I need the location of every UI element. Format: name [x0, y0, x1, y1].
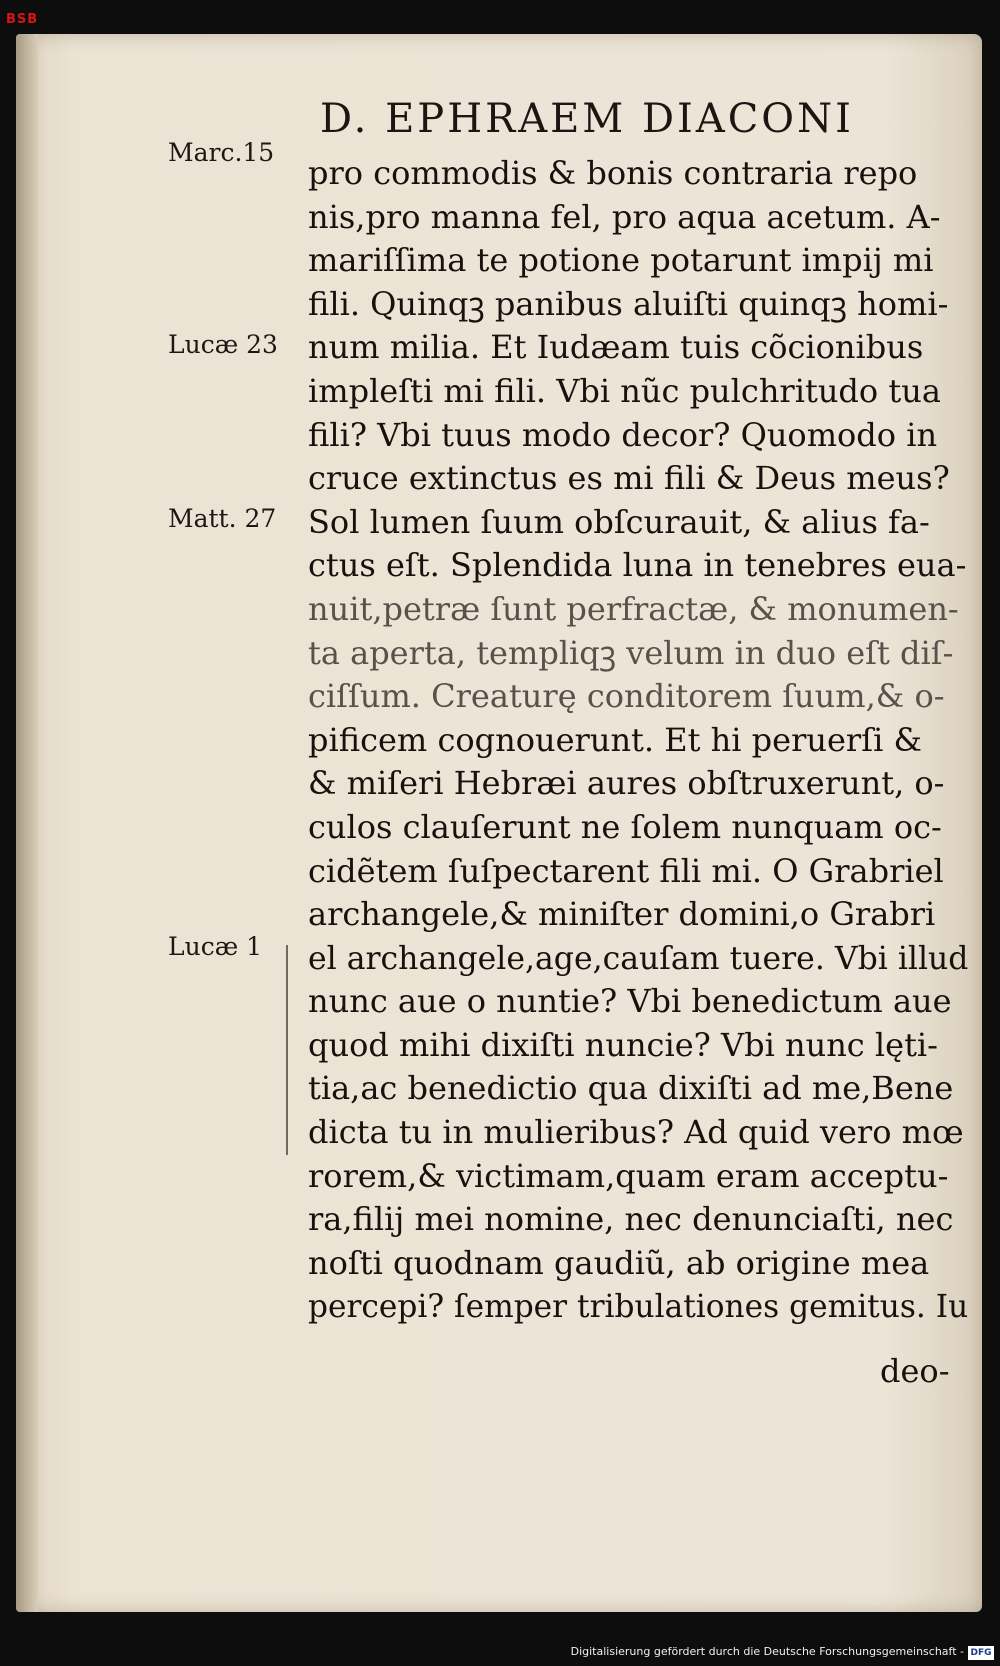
text-line: archangele,& miniſter domini,o Grabri	[308, 895, 936, 934]
text-line: cruce extinctus es mi fili & Deus meus?	[308, 459, 950, 498]
text-line: nis,pro manna fel, pro aqua acetum. A-	[308, 197, 941, 236]
text-line: noſti quodnam gaudiũ, ab origine mea	[308, 1243, 930, 1282]
text-line: quod mihi dixiſti nuncie? Vbi nunc lęti-	[308, 1025, 938, 1064]
text-line: Sol lumen ſuum obſcurauit, & alius fa-	[308, 502, 930, 541]
text-line: mariſſima te potione potarunt impij mi	[308, 241, 934, 280]
marginal-note: Marc.15	[168, 138, 275, 167]
text-line: & miſeri Hebræi aures obſtruxerunt, o-	[308, 764, 945, 803]
text-line: impleſti mi fili. Vbi nũc pulchritudo tua	[308, 371, 941, 410]
text-line: ra,filij mei nomine, nec denunciaſti, nec	[308, 1200, 954, 1239]
text-line: pro commodis & bonis contraria repo	[308, 154, 918, 192]
footer-credit: Digitalisierung gefördert durch die Deutsche Forschungsgemeinschaft -	[570, 1645, 964, 1658]
text-line: percepi? ſemper tribulationes gemitus. Iu	[308, 1287, 969, 1326]
text-line: pificem cognouerunt. Et hi peruerſi &	[308, 720, 922, 759]
text-line: culos clauſerunt ne ſolem nunquam oc-	[308, 807, 942, 846]
text-line: ta aperta, templiqꝫ velum in duo eſt diſ-	[308, 633, 954, 672]
text-line: rorem,& victimam,quam eram acceptu-	[308, 1156, 949, 1195]
text-line: el archangele,age,cauſam tuere. Vbi illud	[308, 938, 969, 977]
text-line: ctus eſt. Splendida luna in tenebres eua-	[308, 546, 967, 585]
text-line: fili. Quinqꝫ panibus aluiſti quinqꝫ homi-	[308, 284, 949, 323]
text-line: tia,ac benedictio qua dixiſti ad me,Bene	[308, 1069, 954, 1108]
footer-bar	[0, 1636, 1000, 1666]
marginal-note: Lucæ 23	[168, 330, 278, 359]
text-line: ciſſum. Creaturę conditorem ſuum,& o-	[308, 677, 945, 716]
text-line: num milia. Et Iudæam tuis cõcionibus	[308, 328, 924, 367]
text-line: dicta tu in mulieribus? Ad quid vero mœ	[308, 1113, 964, 1152]
marginal-note: Matt. 27	[168, 504, 277, 533]
text-line: fili? Vbi tuus modo decor? Quomodo in	[308, 415, 938, 454]
margin-bracket-line	[286, 945, 288, 1155]
page-edge	[16, 34, 38, 1612]
library-mark: BSB	[6, 12, 39, 27]
running-head: D. EPHRAEM DIACONI	[320, 96, 854, 142]
catchword: deo-	[880, 1352, 950, 1390]
text-line: cidẽtem ſuſpectarent fili mi. O Grabriel	[308, 851, 944, 890]
marginal-note: Lucæ 1	[168, 932, 263, 961]
body-text	[308, 152, 968, 1329]
dfg-logo: DFG	[968, 1646, 994, 1660]
text-line: nuit,petræ ſunt perfractæ, & monumen-	[308, 589, 959, 628]
text-line: nunc aue o nuntie? Vbi benedictum aue	[308, 982, 952, 1021]
